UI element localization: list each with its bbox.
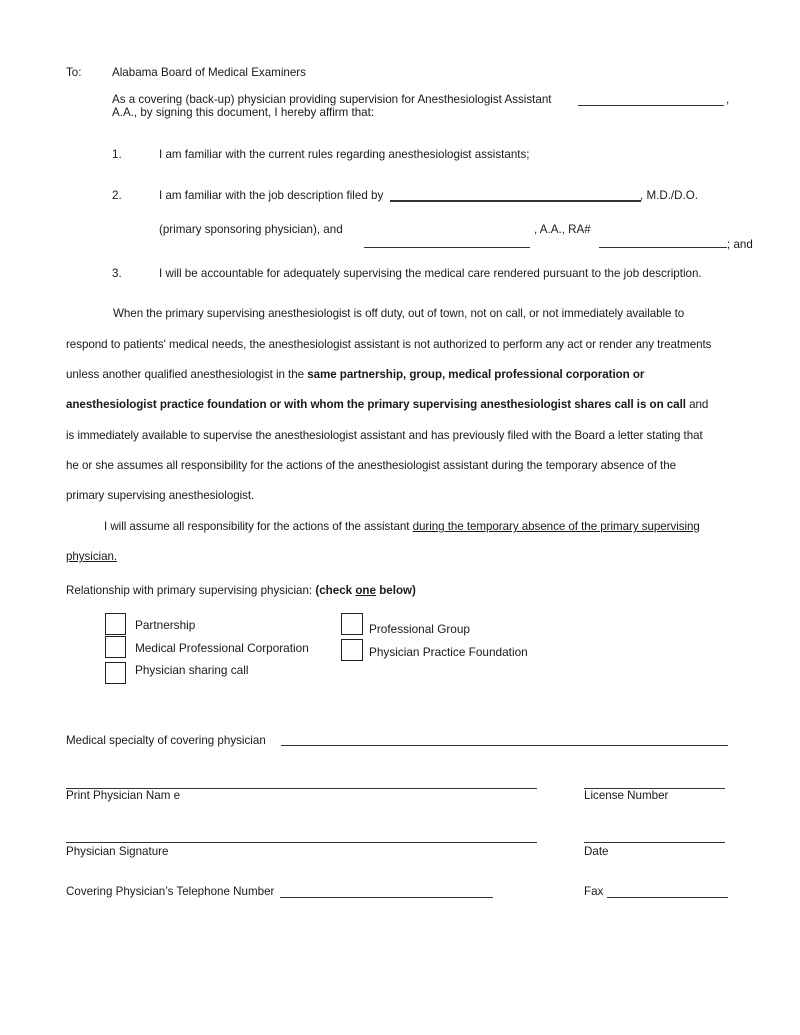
signature-field[interactable] (66, 842, 537, 843)
affirmation-number: 1. (112, 148, 122, 161)
assistant-name-field[interactable] (578, 105, 724, 106)
md-do-suffix: , M.D./D.O. (640, 189, 698, 202)
paragraph-underlined-text: during the temporary absence of the primary supervising (412, 520, 700, 533)
option-label: Professional Group (369, 622, 470, 636)
and-text: ; and (727, 238, 753, 251)
instruction-underlined: one (355, 584, 376, 597)
instruction-text: (check (315, 584, 356, 597)
paragraph-underlined-text: physician. (66, 550, 118, 563)
option-label: Physician Practice Foundation (369, 645, 528, 659)
checkbox-physician-practice-foundation[interactable] (341, 639, 363, 661)
specialty-label: Medical specialty of covering physician (66, 734, 266, 747)
paragraph-line (66, 398, 708, 412)
telephone-label: Covering Physician’s Telephone Number (66, 885, 275, 898)
license-number-label: License Number (584, 789, 669, 802)
checkbox-medical-professional-corporation[interactable] (105, 636, 126, 658)
intro-line-1: As a covering (back-up) physician providing supervision for Anesthesiologist Assistant (112, 93, 552, 106)
fax-field[interactable] (607, 897, 728, 898)
paragraph-line: respond to patients' medical needs, the anesthesiologist assistant is not authorized to perform any act or render any treatments (66, 338, 712, 351)
option-label: Medical Professional Corporation (135, 641, 309, 655)
checkbox-partnership[interactable] (105, 613, 126, 635)
ra-number-field[interactable] (599, 247, 727, 248)
affirmation-number: 3. (112, 267, 122, 280)
affirmation-text: I will be accountable for adequately supervising the medical care rendered pursuant to the job description. (159, 267, 702, 280)
paragraph-line (104, 520, 700, 534)
print-name-label: Print Physician Nam e (66, 789, 181, 802)
affirmation-number: 2. (112, 189, 122, 202)
affirmation-text: I am familiar with the current rules regarding anesthesiologist assistants; (159, 148, 530, 161)
specialty-field[interactable] (281, 745, 728, 746)
sponsoring-physician-field[interactable] (390, 200, 641, 202)
intro-comma: , (726, 93, 730, 106)
paragraph-text: and (685, 398, 709, 411)
date-field[interactable] (584, 842, 725, 843)
paragraph-line (66, 368, 644, 382)
option-label: Physician sharing call (135, 663, 249, 677)
relationship-label-text: Relationship with primary supervising physician: (66, 584, 316, 597)
recipient: Alabama Board of Medical Examiners (112, 66, 306, 79)
fax-label: Fax (584, 885, 604, 898)
paragraph-line: When the primary supervising anesthesiologist is off duty, out of town, not on call, or not immediately available to (113, 307, 685, 320)
paragraph-line: is immediately available to supervise the anesthesiologist assistant and has previously filed with the Board a letter stating that (66, 429, 703, 442)
paragraph-text: unless another qualified anesthesiologist in the (66, 368, 308, 381)
instruction-text: below) (375, 584, 416, 597)
checkbox-professional-group[interactable] (341, 613, 363, 635)
to-label: To: (66, 66, 82, 79)
intro-line-2: A.A., by signing this document, I hereby affirm that: (112, 106, 375, 119)
paragraph-line: he or she assumes all responsibility for the actions of the anesthesiologist assistant during the temporary absence of the (66, 459, 677, 472)
primary-sponsoring-text: (primary sponsoring physician), and (159, 223, 343, 236)
paragraph-bold-text: same partnership, group, medical professional corporation or (307, 368, 645, 381)
affirmation-text: I am familiar with the job description filed by (159, 189, 384, 202)
aa-ra-text: , A.A., RA# (534, 223, 591, 236)
paragraph-bold-text: anesthesiologist practice foundation or with whom the primary supervising anesthesiologist shares call is on call (66, 398, 686, 411)
telephone-field[interactable] (280, 897, 493, 898)
option-label: Partnership (135, 618, 196, 632)
paragraph-line: primary supervising anesthesiologist. (66, 489, 255, 502)
relationship-label (66, 584, 416, 598)
checkbox-physician-sharing-call[interactable] (105, 662, 126, 684)
date-label: Date (584, 845, 609, 858)
check-instruction (315, 584, 416, 597)
paragraph-text: I will assume all responsibility for the actions of the assistant (104, 520, 413, 533)
aa-name-field[interactable] (364, 247, 530, 248)
signature-label: Physician Signature (66, 845, 169, 858)
